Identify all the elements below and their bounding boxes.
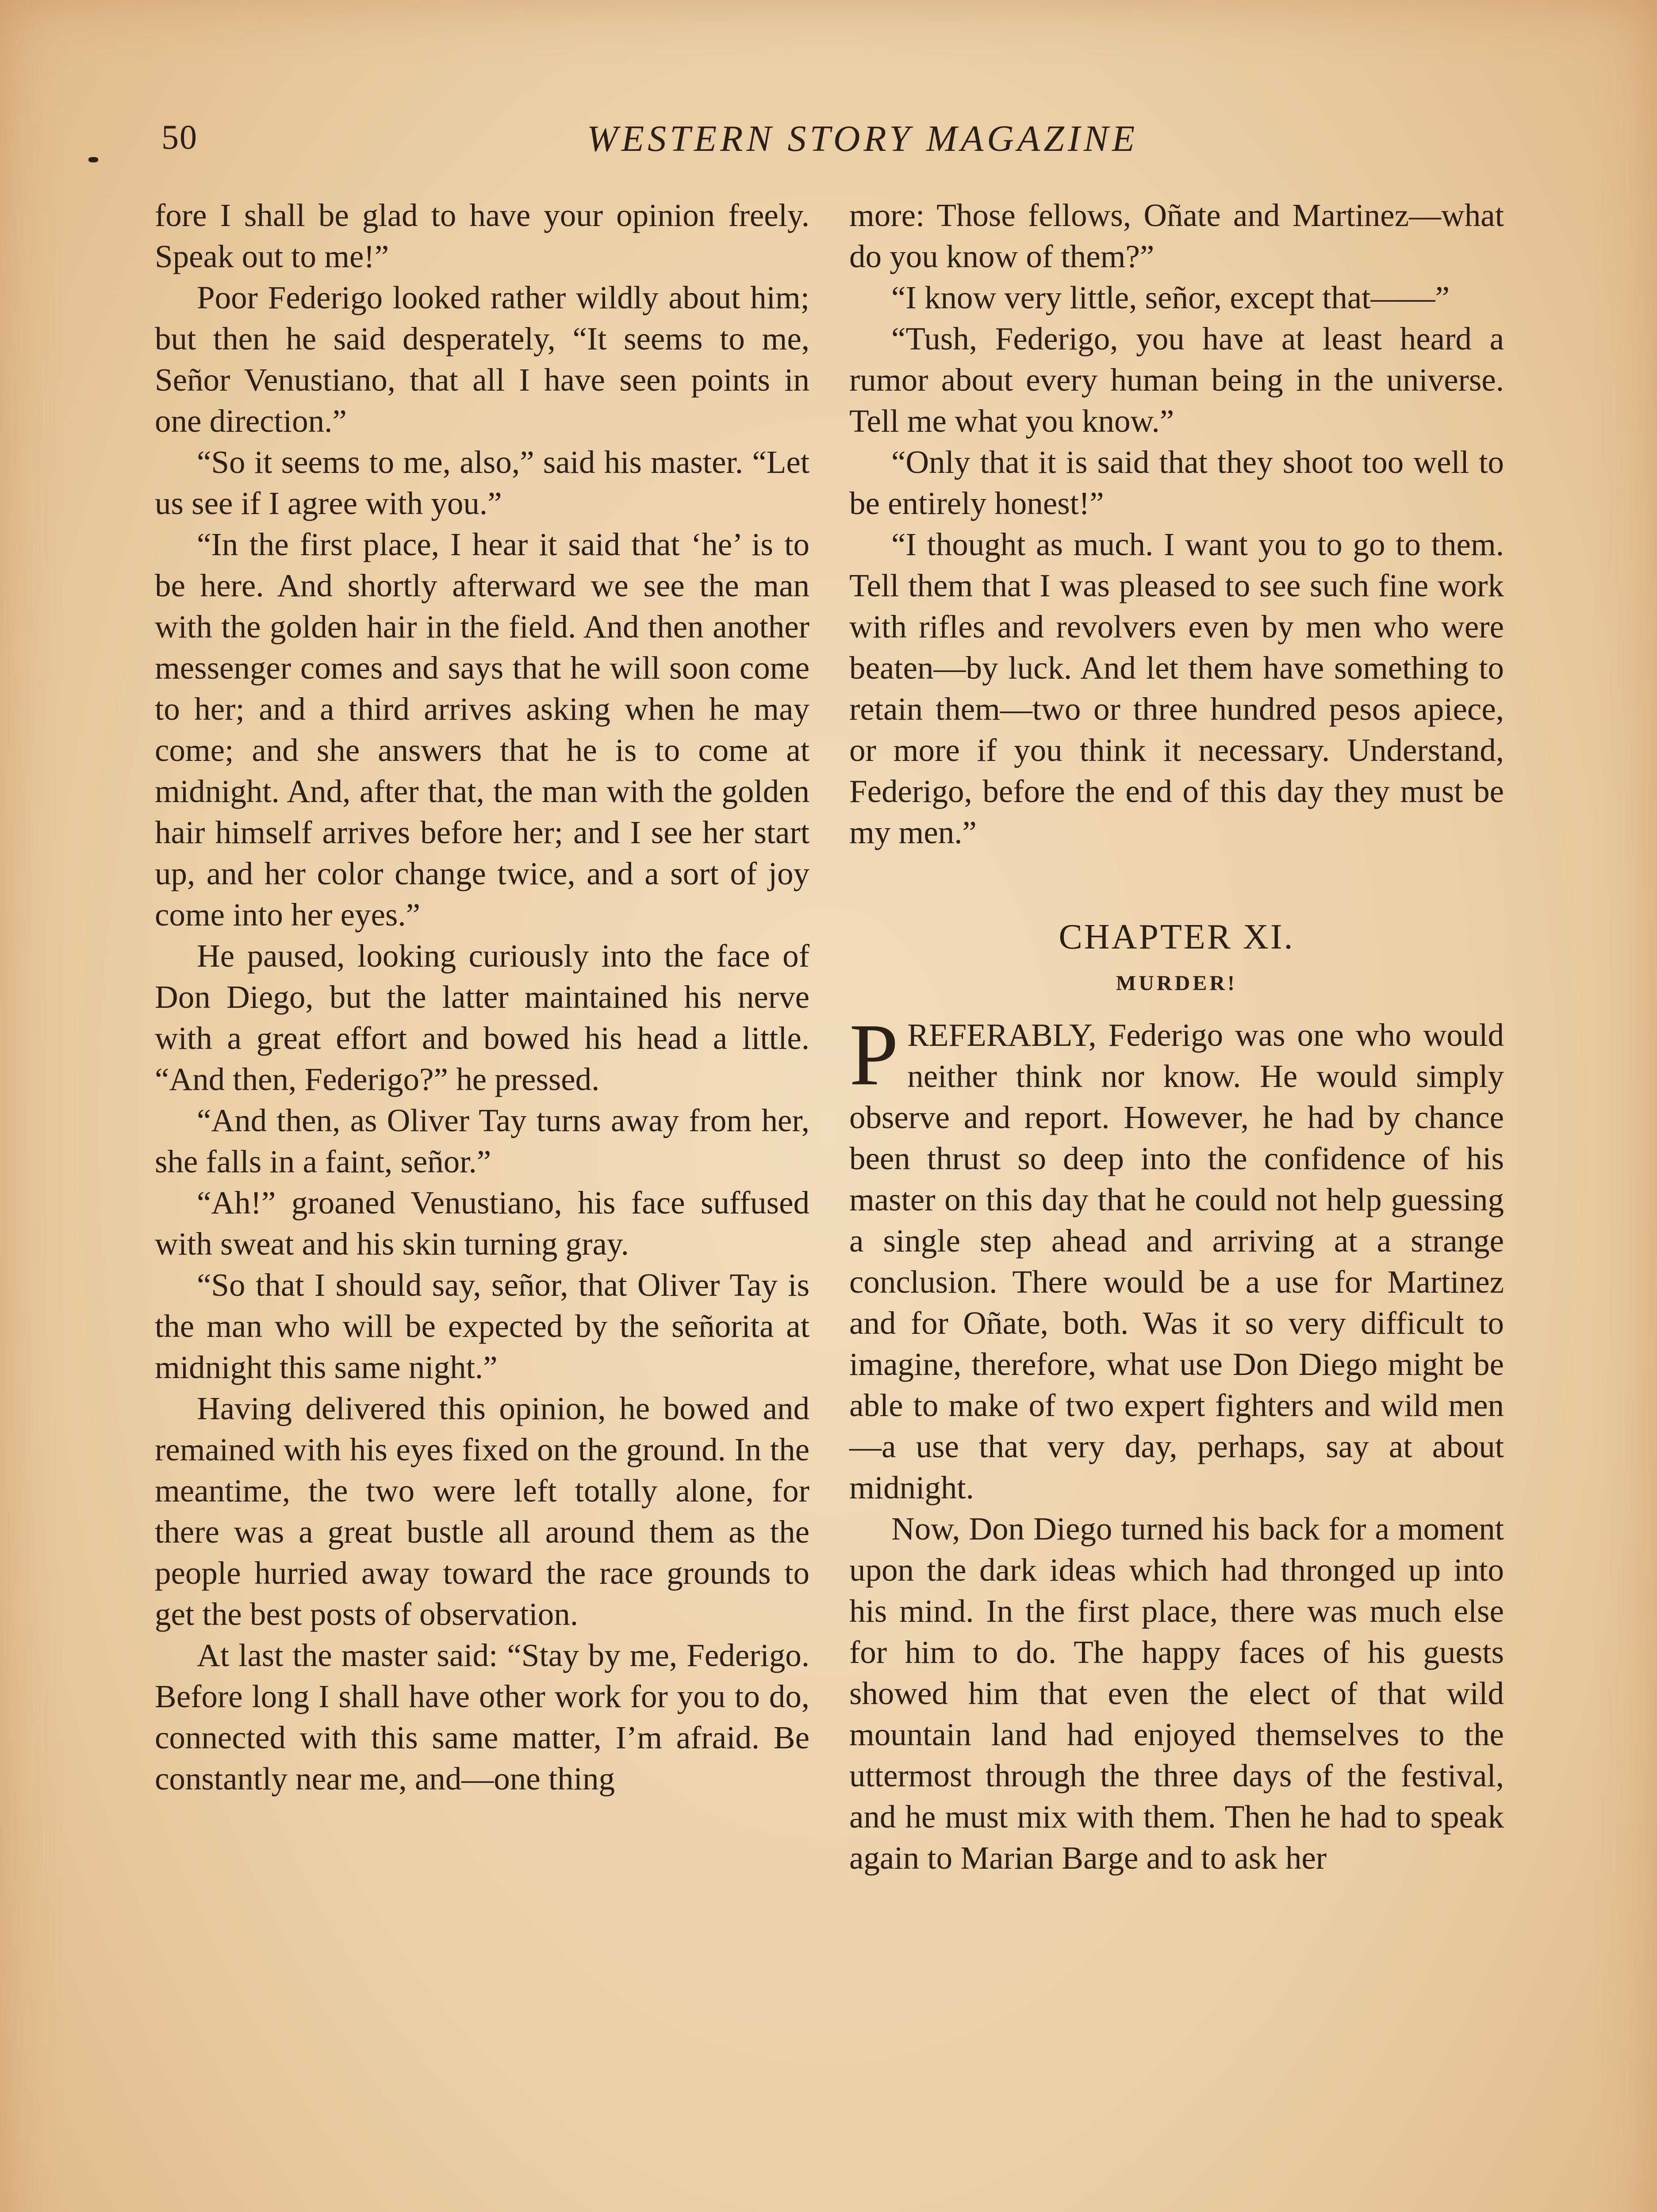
- paragraph: Having delivered this opinion, he bowed and remained with his eyes fixed on the ground. In the meantime, the two were left totally alone, for there was a great bustle all around them as the people hurried away toward the race grounds to get the best posts of observation.: [155, 1390, 809, 1632]
- paragraph: “I thought as much. I want you to go to them. Tell them that I was pleased to see such fine work with rifles and revolvers even by men who were beaten—by luck. And let them have something to retain them—two or three hundred pesos apiece, or more if you think it necessary. Understand, Federigo, before the end of this day they must be my men.”: [849, 526, 1504, 850]
- paragraph: “So that I should say, señor, that Oliver Tay is the man who will be expected by the señorita at midnight this same night.”: [155, 1267, 809, 1385]
- running-title: WESTERN STORY MAGAZINE: [587, 118, 1139, 159]
- paragraph: “Only that it is said that they shoot too well to be entirely honest!”: [849, 444, 1504, 521]
- paragraph: “So it seems to me, also,” said his master. “Let us see if I agree with you.”: [155, 444, 809, 521]
- paragraph: more: Those fellows, Oñate and Martinez—what do you know of them?”: [849, 197, 1504, 274]
- paragraph: “And then, as Oliver Tay turns away from her, she falls in a faint, señor.”: [155, 1102, 809, 1179]
- ink-speck: [88, 157, 98, 162]
- paragraph: “I know very little, señor, except that——”: [891, 280, 1450, 315]
- paragraph: At last the master said: “Stay by me, Federigo. Before long I shall have other work for you to do, connected with this same matter, I’m afraid. Be constantly near me, and—one thing: [155, 1637, 809, 1797]
- paragraph: fore I shall be glad to have your opinion freely. Speak out to me!”: [155, 197, 809, 274]
- paragraph: “Tush, Federigo, you have at least heard a rumor about every human being in the universe. Tell me what you know.”: [849, 321, 1504, 439]
- right-column: [849, 195, 1504, 1878]
- paragraph: He paused, looking curiously into the face of Don Diego, but the latter maintained his nerve with a great effort and bowed his head a little. “And then, Federigo?” he pressed.: [155, 938, 809, 1097]
- paragraph: Poor Federigo looked rather wildly about him; but then he said desperately, “It seems to me, Señor Venustiano, that all I have seen points in one direction.”: [155, 280, 809, 439]
- chapter-subtitle: MURDER!: [1116, 972, 1237, 995]
- paragraph: “In the first place, I hear it said that ‘he’ is to be here. And shortly afterward we see the man with the golden hair in the field. And then another messenger comes and says that he will soon come to her; and a third arrives asking when he may come; and she answers that he is to come at midnight. And, after that, the man with the golden hair himself arrives before her; and I see her start up, and her color change twice, and a sort of joy come into her eyes.”: [155, 526, 809, 933]
- chapter-title: CHAPTER XI.: [1059, 918, 1295, 956]
- chapter-opening-paragraph: [849, 1006, 1504, 1508]
- drop-cap: P: [849, 1006, 899, 1104]
- left-column: [155, 195, 809, 1799]
- paragraph: Now, Don Diego turned his back for a moment upon the dark ideas which had thronged up into his mind. In the first place, there was much else for him to do. The happy faces of his guests showed him that even the elect of that wild mountain land had enjoyed themselves to the uttermost through the three days of the festival, and he must mix with them. Then he had to speak again to Marian Barge and to ask her: [849, 1511, 1504, 1876]
- page-number: 50: [161, 118, 198, 156]
- paragraph: “Ah!” groaned Venustiano, his face suffused with sweat and his skin turning gray.: [155, 1185, 809, 1262]
- opening-text: REFERABLY, Federigo was one who would neither think nor know. He would simply observe and report. However, he had by chance been thrust so deep into the confidence of his master on this day that he could not help guessing a single step ahead and arriving at a strange conclusion. There would be a use for Martinez and for Oñate, both. Was it so very difficult to imagine, therefore, what use Don Diego might be able to make of two expert fighters and wild men—a use that very day, perhaps, say at about midnight.: [849, 1017, 1504, 1505]
